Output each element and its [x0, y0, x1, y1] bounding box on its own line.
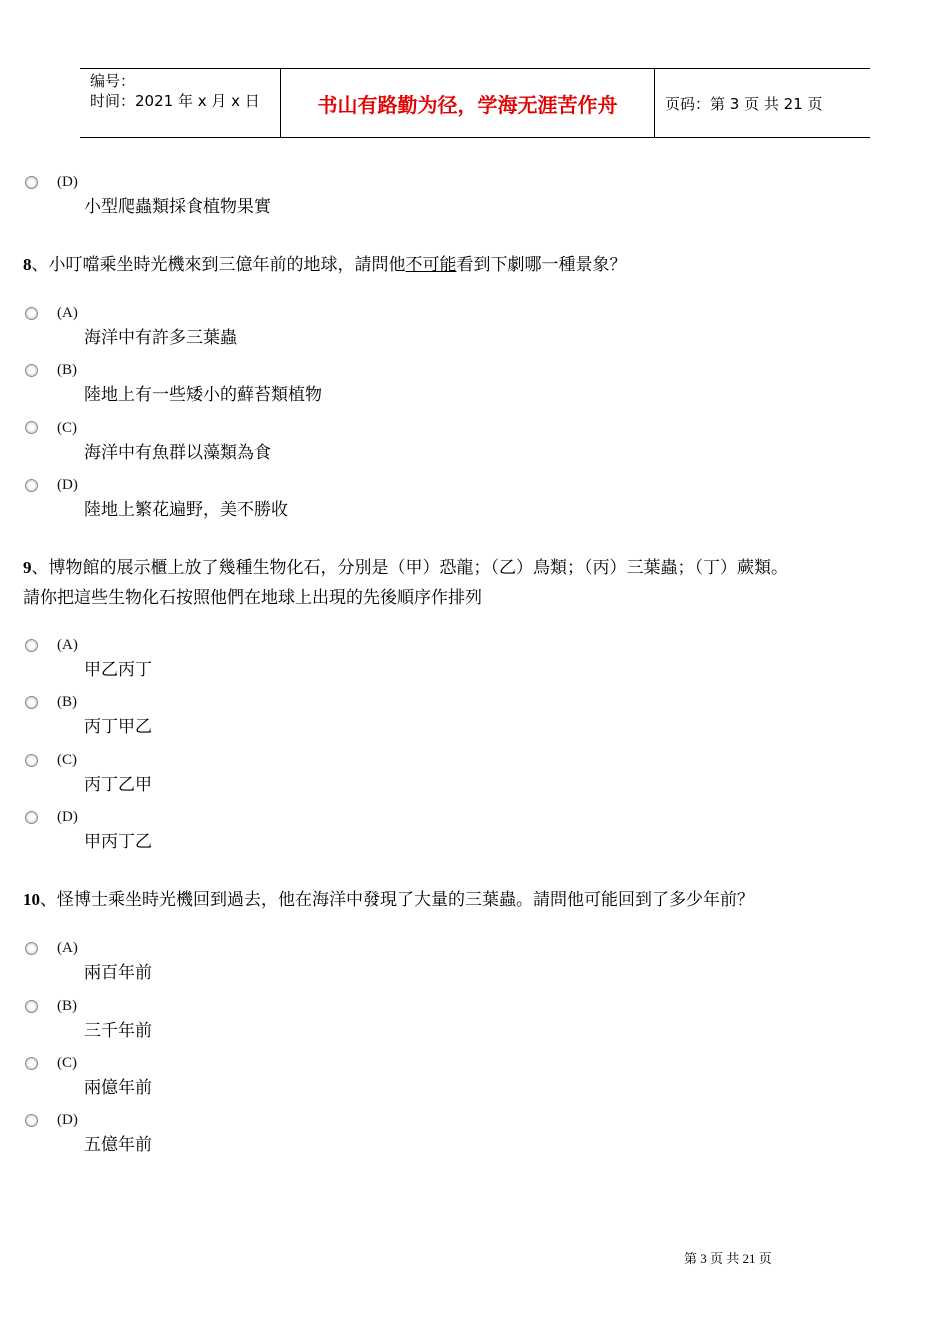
- radio-option-10d[interactable]: [25, 1114, 38, 1127]
- option-text: 陸地上有一些矮小的蘚苔類植物: [84, 385, 322, 405]
- option-letter: (A): [57, 637, 78, 653]
- radio-option-8b[interactable]: [25, 364, 38, 377]
- option-text: 丙丁甲乙: [84, 717, 152, 737]
- radio-option-9d[interactable]: [25, 811, 38, 824]
- radio-option-9b[interactable]: [25, 696, 38, 709]
- option-text: 小型爬蟲類採食植物果實: [84, 197, 271, 217]
- page-footer: 第 3 页 共 21 页: [684, 1251, 772, 1266]
- question-text-line2: 請你把這些生物化石按照他們在地球上出現的先後順序作排列: [23, 588, 482, 608]
- option-letter: (B): [57, 998, 77, 1014]
- radio-option-8a[interactable]: [25, 307, 38, 320]
- option-letter: (D): [57, 477, 78, 493]
- question-9: [23, 553, 923, 613]
- question-text: 、小叮噹乘坐時光機來到三億年前的地球，請問他: [31, 255, 406, 275]
- question-8: [23, 250, 923, 280]
- header-meta: [80, 69, 281, 137]
- emphasis-text: 不可能: [405, 255, 457, 275]
- option-letter: (A): [57, 940, 78, 956]
- option-letter: (C): [57, 420, 77, 436]
- option-text: 陸地上繁花遍野，美不勝收: [84, 500, 288, 520]
- question-10: [23, 885, 923, 915]
- option-text: 兩億年前: [84, 1078, 152, 1098]
- radio-option-8c[interactable]: [25, 421, 38, 434]
- question-number: 9: [23, 558, 32, 577]
- header-motto-cell: [281, 69, 655, 137]
- page-header: [80, 68, 870, 138]
- option-letter: (B): [57, 362, 77, 378]
- option-text: 三千年前: [84, 1021, 152, 1041]
- page-info-text: 页码：第 3 页 共 21 页: [665, 94, 823, 113]
- question-text: 、博物館的展示櫃上放了幾種生物化石，分別是（甲）恐龍；（乙）鳥類；（丙）三葉蟲；（丁）蕨類。: [31, 558, 788, 578]
- radio-option-8d[interactable]: [25, 479, 38, 492]
- option-text: 五億年前: [84, 1135, 152, 1155]
- option-text: 海洋中有魚群以藻類為食: [84, 443, 271, 463]
- option-text: 甲乙丙丁: [84, 660, 152, 680]
- option-letter: (B): [57, 694, 77, 710]
- radio-option-10b[interactable]: [25, 1000, 38, 1013]
- radio-option-9c[interactable]: [25, 754, 38, 767]
- question-text: 看到下劇哪一種景象？: [456, 255, 627, 275]
- radio-option-10c[interactable]: [25, 1057, 38, 1070]
- option-letter: (C): [57, 752, 77, 768]
- header-page-info: [655, 69, 870, 137]
- radio-button[interactable]: [25, 176, 38, 189]
- option-letter: (D): [57, 1112, 78, 1128]
- option-letter: (D): [57, 809, 78, 825]
- question-number: 8: [23, 255, 32, 274]
- question-text: 、怪博士乘坐時光機回到過去，他在海洋中發現了大量的三葉蟲。請問他可能回到了多少年前？: [40, 890, 754, 910]
- time-label: 时间：2021 年 x 月 x 日: [90, 92, 260, 110]
- motto-text: 书山有路勤为径，学海无涯苦作舟: [317, 92, 618, 117]
- option-text: 丙丁乙甲: [84, 775, 152, 795]
- option-letter: (C): [57, 1055, 77, 1071]
- option-letter: (A): [57, 305, 78, 321]
- radio-option-9a[interactable]: [25, 639, 38, 652]
- option-text: 甲丙丁乙: [84, 832, 152, 852]
- serial-label: 编号：: [90, 72, 136, 90]
- option-text: 海洋中有許多三葉蟲: [84, 328, 237, 348]
- question-number: 10: [23, 890, 40, 909]
- radio-option-10a[interactable]: [25, 942, 38, 955]
- option-text: 兩百年前: [84, 963, 152, 983]
- option-letter: (D): [57, 174, 78, 190]
